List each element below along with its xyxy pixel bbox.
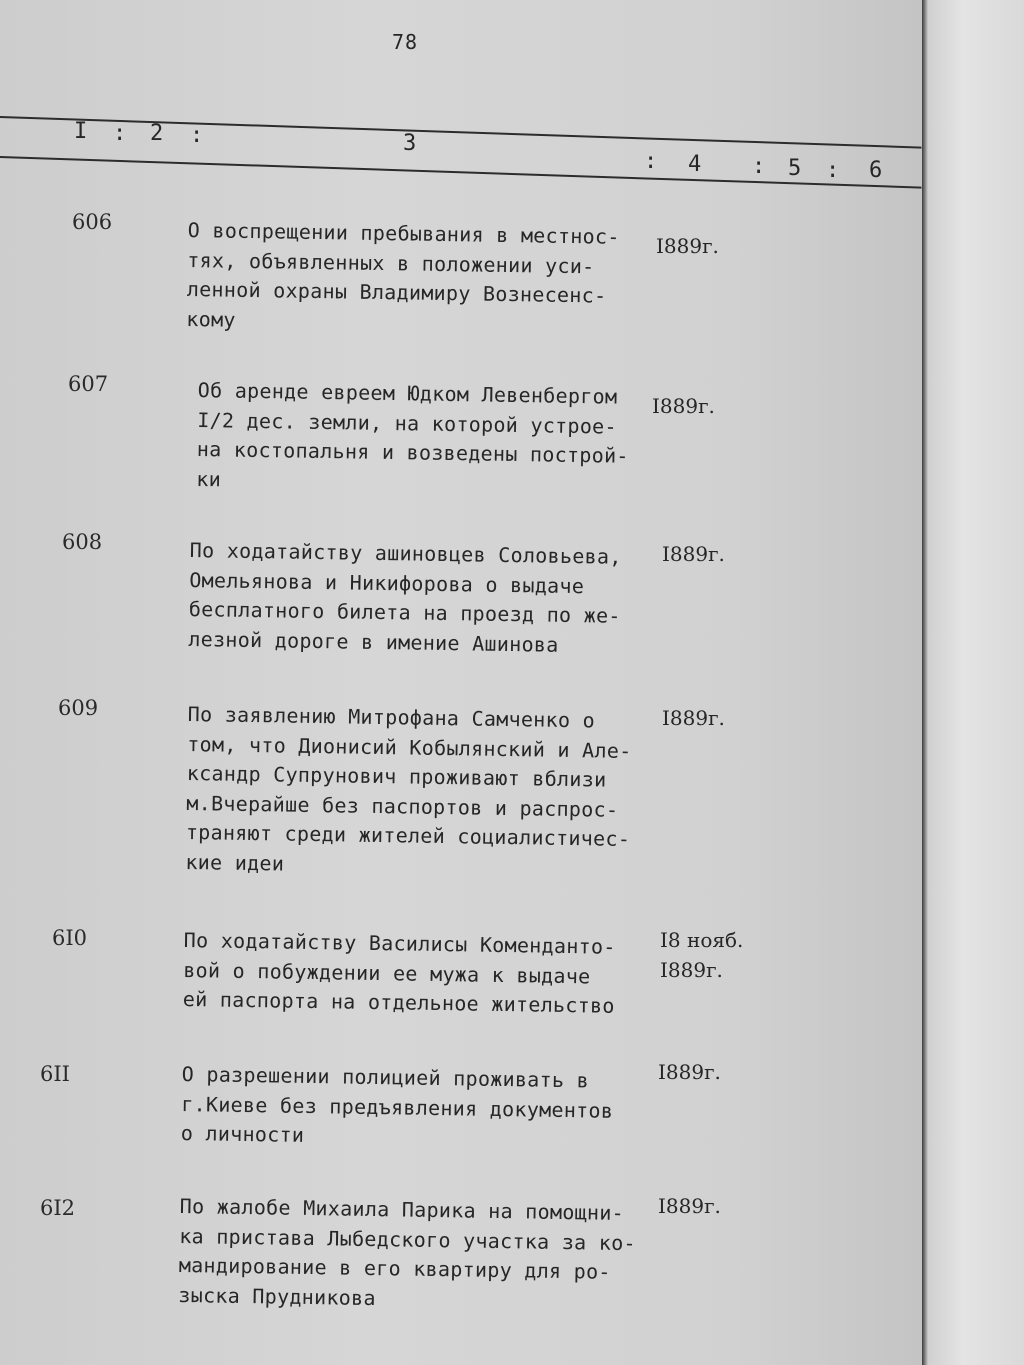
entry-description: О разрешении полицией проживать в г.Киеве без предъявления документов о личности (180, 1061, 614, 1147)
entry-date: I889г. (662, 706, 725, 730)
page-number: 78 (392, 30, 419, 54)
column-header-5: 5 (788, 156, 802, 181)
column-header-2: 2 (150, 121, 164, 146)
entry-date: I889г. (652, 394, 715, 418)
entry-description: По ходатайству ашиновцев Соловьева, Омельянова и Никифорова о выдаче бесплатного билета на проезд по же- лезной дороге в имение Ашинова (188, 537, 622, 657)
entry-description: По жалобе Михаила Парика на помощни- ка пристава Лыбедского участка за ко- мандирование в его квартиру для ро- зыска Прудникова (178, 1193, 637, 1310)
entry-number: 6II (40, 1062, 70, 1086)
header-bottom-rule (0, 156, 921, 189)
column-separator: : (752, 154, 766, 179)
column-separator: : (644, 149, 658, 174)
entry-date: I889г. (658, 1060, 721, 1084)
entry-date: I889г. (658, 1194, 721, 1218)
column-header-3: 3 (403, 131, 417, 156)
entry-number: 608 (62, 530, 103, 554)
entry-number: 6I2 (40, 1196, 76, 1220)
entry-number: 606 (72, 210, 113, 234)
column-separator: : (190, 123, 204, 148)
entry-date: I889г. (662, 542, 725, 566)
entry-description: По заявлению Митрофана Самченко о том, что Дионисий Кобылянский и Але- ксандр Супрунович проживают вблизи м.Вчерайше без паспортов и распрос- траняют среди жителей социалистичес- кие идеи (185, 701, 632, 876)
entry-description: О воспрещении пребывания в местнос- тях, объявленных в положении уси- ленной охраны Владимиру Вознесенс- кому (186, 217, 620, 332)
column-header-1: I (74, 119, 88, 144)
column-separator: : (113, 121, 127, 146)
column-header-6: 6 (869, 158, 883, 183)
entry-number: 6I0 (52, 926, 88, 950)
entry-description: Об аренде евреем Юдком Левенбергом I/2 дес. земли, на которой устрое- на костопальня и возведены построй- ки (196, 377, 629, 491)
column-header-4: 4 (688, 152, 702, 177)
entry-number: 609 (58, 696, 99, 720)
column-separator: : (826, 158, 840, 183)
background-edge (922, 0, 1024, 1365)
entry-date: I889г. (656, 234, 719, 258)
entry-date: I8 нояб. I889г. (660, 928, 744, 982)
entry-description: По ходатайству Василисы Комендантo- вой о побуждении ее мужа к выдаче ей паспорта на отдельное жительство (182, 927, 616, 1018)
header-top-rule (0, 116, 921, 149)
entry-number: 607 (68, 372, 109, 396)
